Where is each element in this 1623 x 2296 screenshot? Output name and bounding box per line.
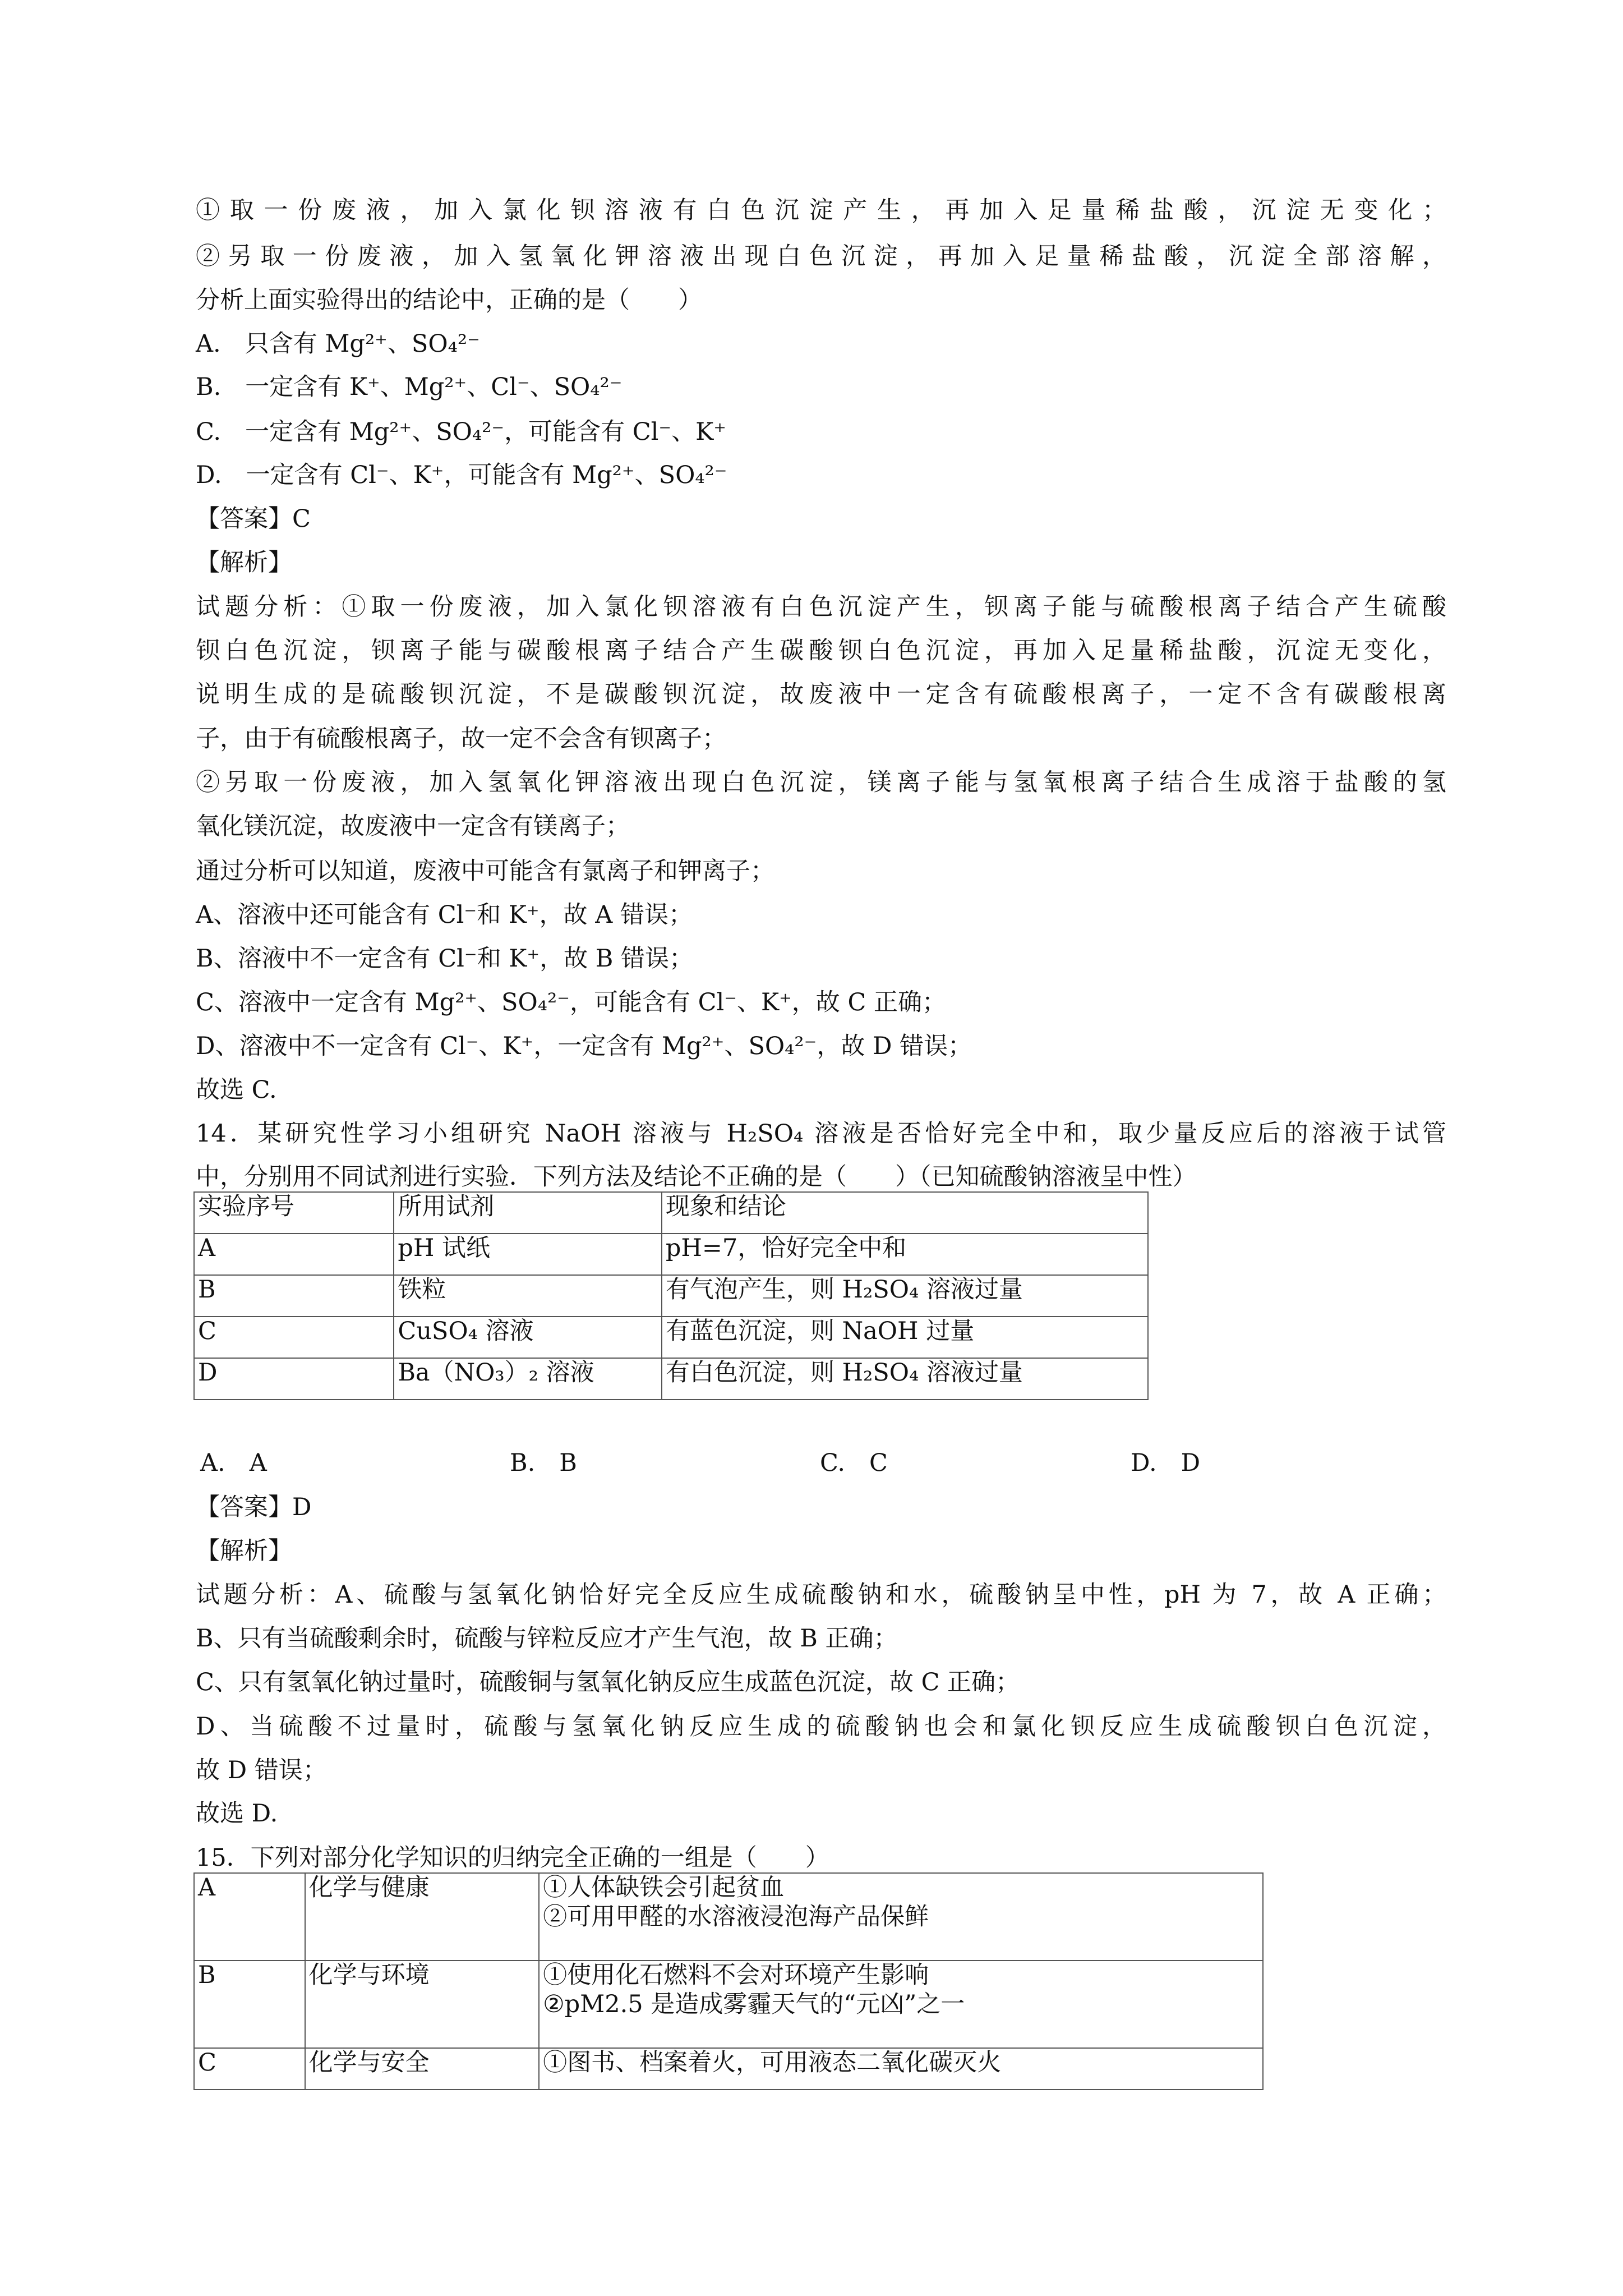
q14-choice-d: D. D [1131,1449,1201,1477]
table-cell [539,2048,1263,2090]
q14-answer: 【答案】D [196,1493,312,1521]
table-cell [539,1961,1263,2048]
table-cell: 化学与环境 [305,1961,540,2048]
table-cell: B [194,1961,305,2048]
q14-analysis-line: B、只有当硫酸剩余时，硫酸与锌粒反应才产生气泡，故 B 正确； [196,1625,898,1653]
table-row [194,1961,1263,2048]
table-cell: A [194,1873,305,1961]
table-header-cell: 所用试剂 [394,1192,662,1234]
table-cell: A [194,1234,394,1275]
q14-analysis-line: D、当硫酸不过量时，硫酸与氢氧化钠反应生成的硫酸钠也会和氯化钡反应生成硫酸钡白色沉淀， [196,1713,1446,1741]
q15-table [193,1872,1264,2090]
q13-analysis-line: C、溶液中一定含有 Mg²⁺、SO₄²⁻，可能含有 Cl⁻、K⁺，故 C 正确； [196,988,947,1016]
list-item: ①图书、档案着火，可用液态二氧化碳灭火 [543,2049,1002,2077]
table-cell [539,1873,1263,1961]
table-cell: D [194,1358,394,1400]
q14-choice-c: C. C [820,1449,888,1477]
q13-experiment-2: ②另取一份废液，加入氢氧化钾溶液出现白色沉淀，再加入足量稀盐酸，沉淀全部溶解， [196,242,1446,270]
q13-option-b: B. 一定含有 K⁺、Mg²⁺、Cl⁻、SO₄²⁻ [196,373,623,401]
q13-analysis-line: ②另取一份废液，加入氢氧化钾溶液出现白色沉淀，镁离子能与氢氧根离子结合生成溶于盐酸的氢 [196,769,1446,797]
table-cell: 化学与健康 [305,1873,540,1961]
table-cell: 有白色沉淀，则 H₂SO₄ 溶液过量 [662,1358,1148,1400]
table-header-cell: 现象和结论 [662,1192,1148,1234]
q13-option-c: C. 一定含有 Mg²⁺、SO₄²⁻，可能含有 Cl⁻、K⁺ [196,418,726,446]
q14-analysis-line: 故 D 错误； [196,1756,327,1784]
q14-analysis-heading: 【解析】 [196,1537,292,1565]
table-row [194,1358,1148,1400]
q14-stem: 中，分别用不同试剂进行实验．下列方法及结论不正确的是（ ）（已知硫酸钠溶液呈中性） [196,1163,1197,1191]
q14-table [193,1191,1149,1400]
q13-analysis-line: 试题分析：①取一份废液，加入氯化钡溶液有白色沉淀产生，钡离子能与硫酸根离子结合产生硫酸 [196,593,1446,621]
q13-analysis-line: 子，由于有硫酸根离子，故一定不会含有钡离子； [196,725,726,753]
q13-analysis-line: D、溶液中不一定含有 Cl⁻、K⁺，一定含有 Mg²⁺、SO₄²⁻，故 D 错误； [196,1032,972,1060]
list-item: ②可用甲醛的水溶液浸泡海产品保鲜 [543,1902,929,1931]
q13-answer: 【答案】C [196,505,311,533]
table-cell: C [194,2048,305,2090]
table-row [194,2048,1263,2090]
table-row [194,1275,1148,1317]
list-item: ①人体缺铁会引起贫血 [543,1874,785,1902]
q13-analysis-line: 钡白色沉淀，钡离子能与碳酸根离子结合产生碳酸钡白色沉淀，再加入足量稀盐酸，沉淀无变化， [196,637,1446,665]
table-row [194,1873,1263,1961]
table-header-row [194,1192,1148,1234]
q13-analysis-line: 氧化镁沉淀，故废液中一定含有镁离子； [196,812,630,840]
q13-analysis-line: B、溶液中不一定含有 Cl⁻和 K⁺，故 B 错误； [196,945,694,973]
q13-analysis-line: 通过分析可以知道，废液中可能含有氯离子和钾离子； [196,857,774,885]
q13-experiment-1: ①取一份废液，加入氯化钡溶液有白色沉淀产生，再加入足量稀盐酸，沉淀无变化； [196,196,1446,224]
q14-analysis-line: C、只有氢氧化钠过量时，硫酸铜与氢氧化钠反应生成蓝色沉淀，故 C 正确； [196,1668,1020,1696]
q13-option-d: D. 一定含有 Cl⁻、K⁺，可能含有 Mg²⁺、SO₄²⁻ [196,461,727,489]
q14-choice-a: A. A [200,1449,267,1477]
table-cell: C [194,1317,394,1358]
q14-stem: 14．某研究性学习小组研究 NaOH 溶液与 H₂SO₄ 溶液是否恰好完全中和，取少量反应后的溶液于试管 [196,1120,1446,1148]
list-item: ②pM2.5 是造成雾霾天气的“元凶”之一 [543,1990,965,2018]
table-header-cell: 实验序号 [194,1192,394,1234]
table-cell: Ba（NO₃）₂ 溶液 [394,1358,662,1400]
q14-analysis-line: 试题分析：A、硫酸与氢氧化钠恰好完全反应生成硫酸钠和水，硫酸钠呈中性，pH 为 7，故 A 正确； [196,1581,1446,1609]
table-cell: 化学与安全 [305,2048,540,2090]
table-cell: B [194,1275,394,1317]
table-row [194,1234,1148,1275]
q13-analysis-line: A、溶液中还可能含有 Cl⁻和 K⁺，故 A 错误； [196,901,693,929]
table-row [194,1317,1148,1358]
q15-stem: 15．下列对部分化学知识的归纳完全正确的一组是（ ） [196,1844,829,1872]
list-item: ①使用化石燃料不会对环境产生影响 [543,1961,929,1989]
table-cell: 有气泡产生，则 H₂SO₄ 溶液过量 [662,1275,1148,1317]
q13-question: 分析上面实验得出的结论中，正确的是（ ） [196,286,702,314]
table-cell: CuSO₄ 溶液 [394,1317,662,1358]
q13-option-a: A. 只含有 Mg²⁺、SO₄²⁻ [196,330,480,358]
table-cell: pH 试纸 [394,1234,662,1275]
q13-analysis-line: 故选 C. [196,1076,277,1104]
table-cell: pH=7，恰好完全中和 [662,1234,1148,1275]
q13-analysis-heading: 【解析】 [196,549,292,577]
table-cell: 有蓝色沉淀，则 NaOH 过量 [662,1317,1148,1358]
table-cell: 铁粒 [394,1275,662,1317]
q13-analysis-line: 说明生成的是硫酸钡沉淀，不是碳酸钡沉淀，故废液中一定含有硫酸根离子，一定不含有碳酸根离 [196,680,1446,708]
q14-analysis-line: 故选 D. [196,1800,278,1828]
q14-choice-b: B. B [510,1449,577,1477]
